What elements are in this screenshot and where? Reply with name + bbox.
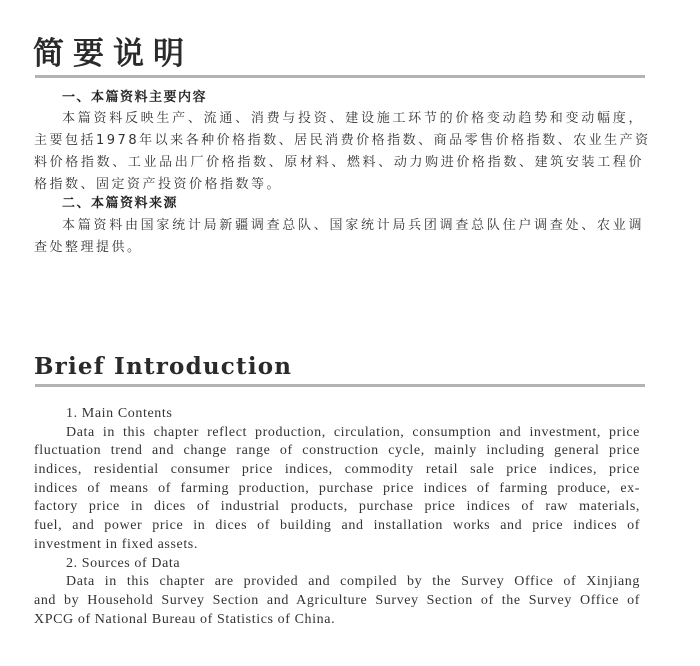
paragraph-line: 主要包括1978年以来各种价格指数、居民消费价格指数、商品零售价格指数、农业生产资 <box>34 133 651 148</box>
paragraph-line: indices, residential consumer price indices, commodity retail sale price indices, price <box>34 462 640 478</box>
paragraph-line: factory price in dices of industrial products, purchase price indices of raw materials, <box>34 499 640 515</box>
chinese-title-rule <box>35 75 645 78</box>
paragraph-line: indices of means of farming production, purchase price indices of farming produce, ex- <box>34 480 640 496</box>
english-section2-heading: 2. Sources of Data <box>66 555 181 571</box>
paragraph-line: fluctuation trend and change range of construction cycle, mainly including general price <box>34 443 640 459</box>
paragraph-line: 料价格指数、工业品出厂价格指数、原材料、燃料、动力购进价格指数、建筑安装工程价 <box>34 155 644 170</box>
chinese-title: 简要说明 <box>33 36 193 72</box>
paragraph-line: 格指数、固定资产投资价格指数等。 <box>34 177 283 192</box>
paragraph-line: XPCG of National Bureau of Statistics of China. <box>34 611 336 627</box>
paragraph-line: Data in this chapter are provided and compiled by the Survey Office of Xinjiang <box>66 574 640 590</box>
chinese-section1-paragraph <box>34 108 651 196</box>
chinese-section2-heading: 二、本篇资料来源 <box>62 196 179 211</box>
chinese-section2-paragraph <box>34 215 644 259</box>
chinese-section1-heading: 一、本篇资料主要内容 <box>62 90 208 105</box>
english-title: Brief Introduction <box>34 353 293 380</box>
english-title-rule <box>35 384 645 387</box>
paragraph-line: 本篇资料由国家统计局新疆调查总队、国家统计局兵团调查总队住户调查处、农业调 <box>62 218 644 233</box>
paragraph-line: Data in this chapter reflect production, circulation, consumption and investment, price <box>66 424 640 440</box>
english-section1-heading: 1. Main Contents <box>66 406 173 421</box>
paragraph-line: 查处整理提供。 <box>34 240 143 255</box>
paragraph-line: fuel, and power price in dices of building and installation works and price indices of <box>34 518 640 534</box>
paragraph-line: and by Household Survey Section and Agriculture Survey Section of the Survey Office of <box>34 592 640 608</box>
paragraph-line: investment in fixed assets. <box>34 536 198 552</box>
paragraph-line: 本篇资料反映生产、流通、消费与投资、建设施工环节的价格变动趋势和变动幅度， <box>62 111 644 126</box>
english-body <box>34 405 640 629</box>
